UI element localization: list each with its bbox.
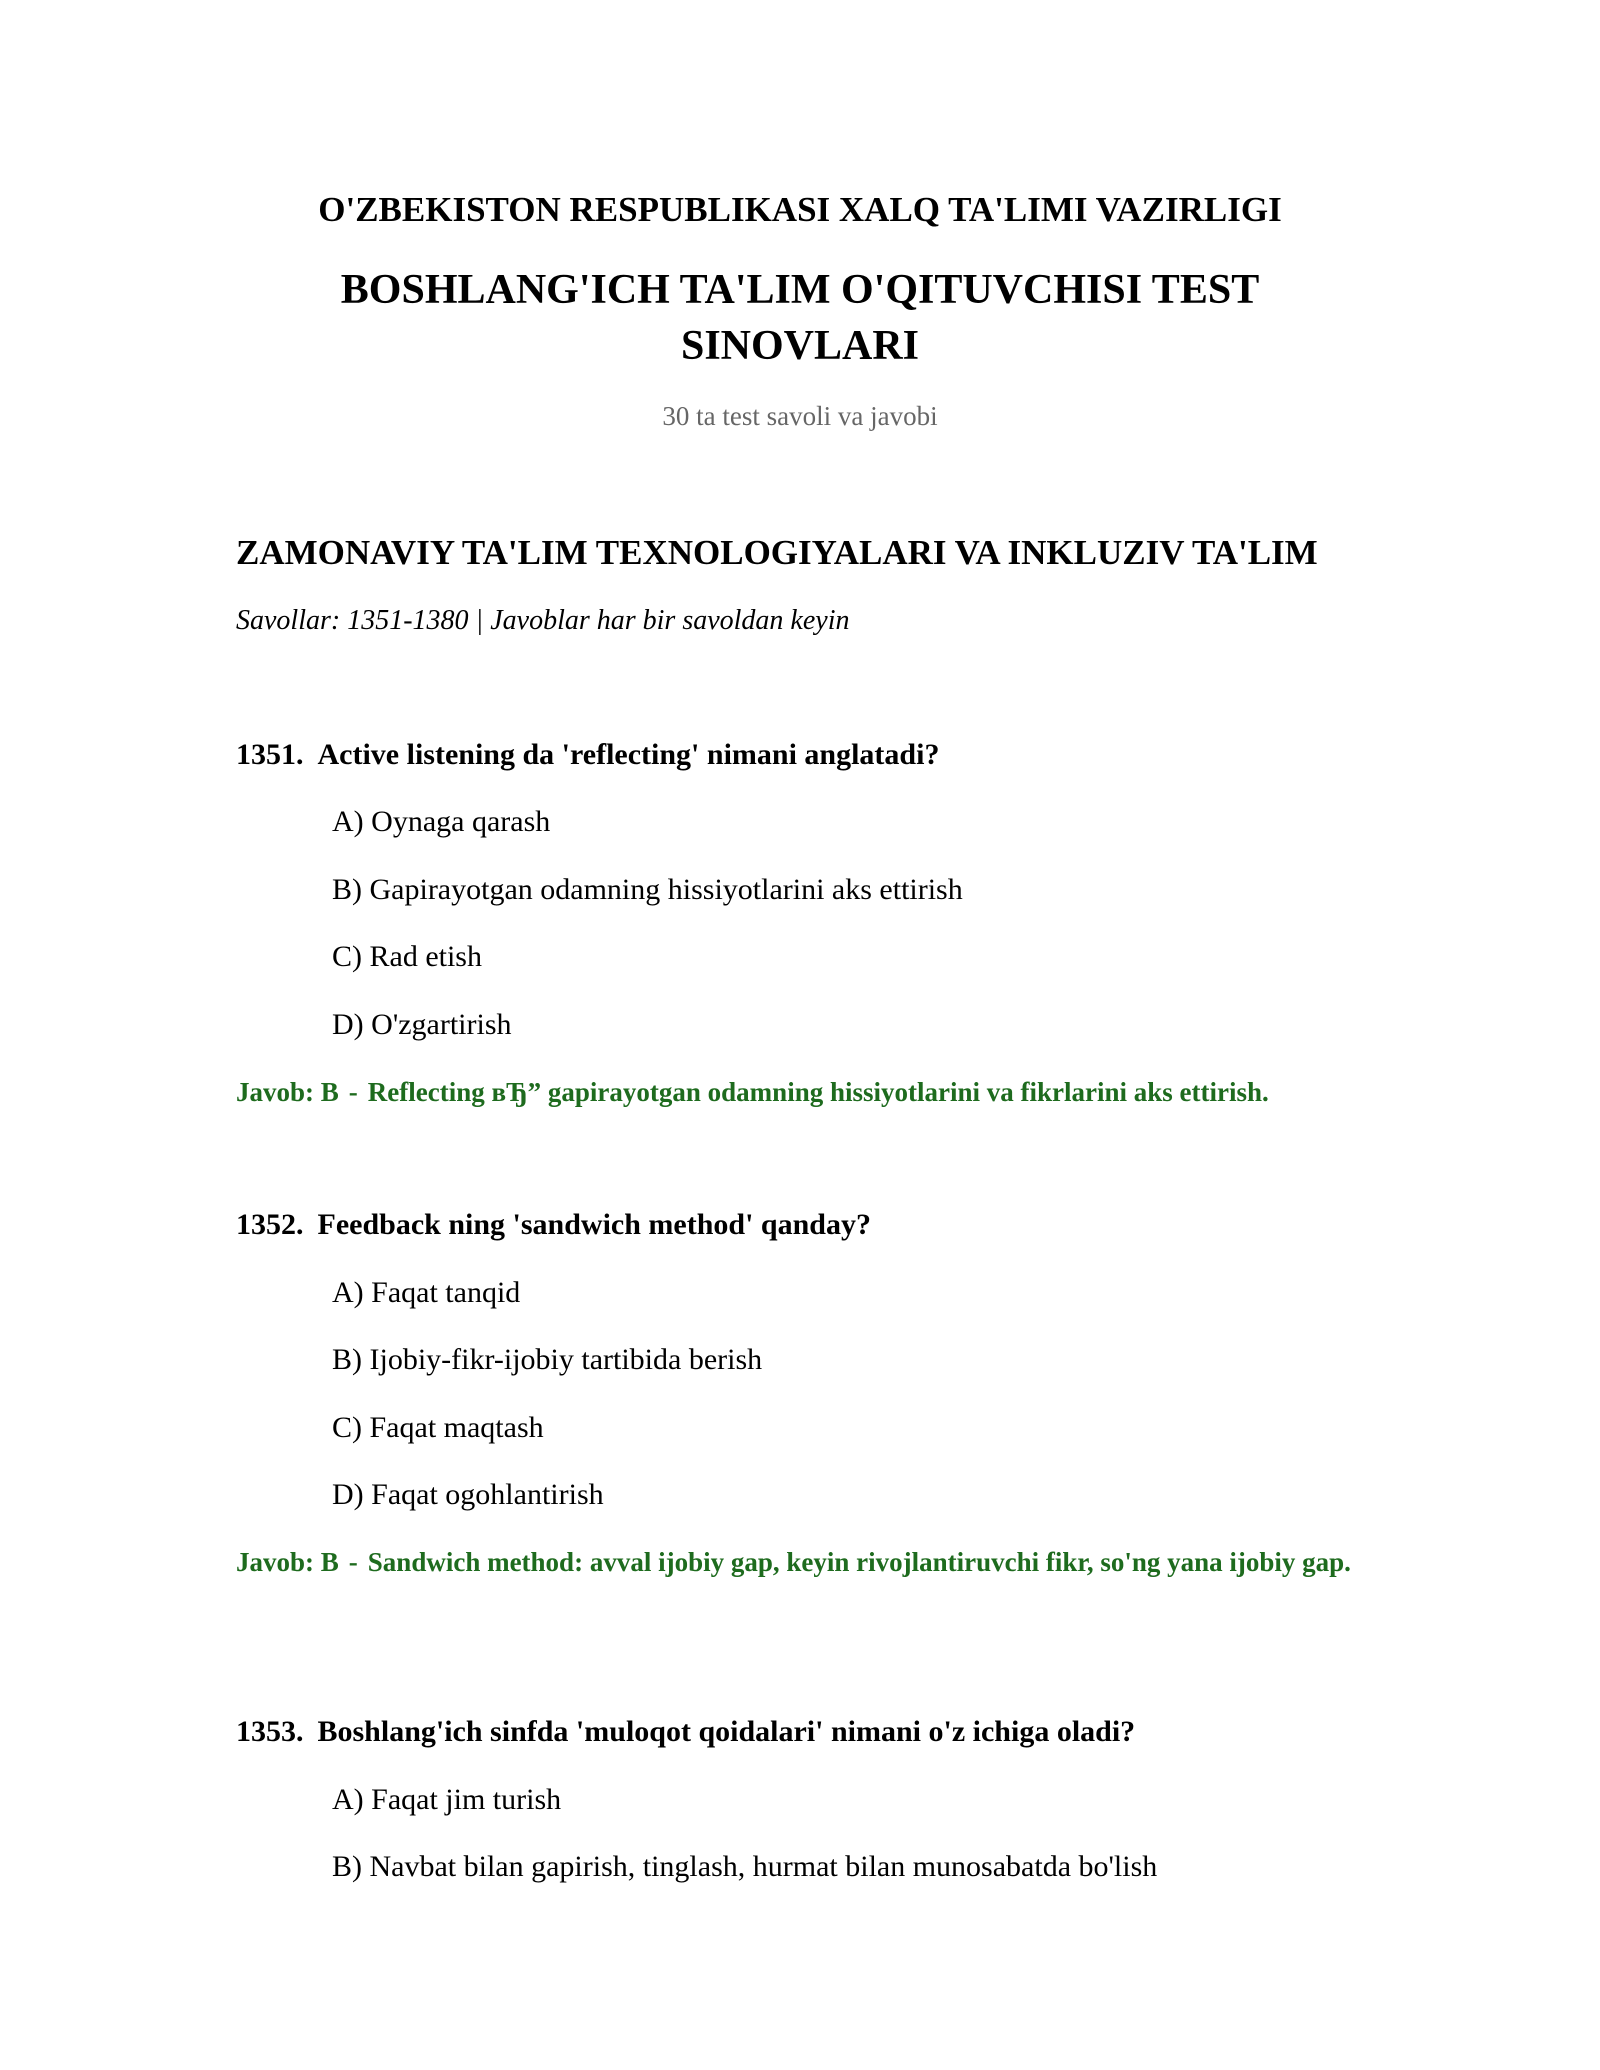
option-c: C) Rad etish	[332, 940, 482, 973]
answer-1352	[236, 1543, 1366, 1581]
question-text: Feedback ning 'sandwich method' qanday?	[317, 1208, 871, 1241]
document-title-line1: BOSHLANG'ICH TA'LIM O'QITUVCHISI TEST	[340, 267, 1260, 313]
answer-label: Javob:	[236, 1077, 315, 1107]
answer-separator: -	[348, 1547, 358, 1577]
option-d: D) O'zgartirish	[332, 1008, 512, 1041]
answer-letter: B	[320, 1547, 339, 1577]
question-number: 1353.	[236, 1715, 304, 1748]
answer-letter: B	[320, 1077, 339, 1107]
document-title	[0, 262, 1600, 374]
ministry-heading: O'ZBEKISTON RESPUBLIKASI XALQ TA'LIMI VAZIRLIGI	[318, 190, 1282, 229]
answer-separator: -	[348, 1077, 358, 1107]
question-1351	[236, 735, 939, 775]
question-text: Active listening da 'reflecting' nimani anglatadi?	[317, 738, 940, 771]
section-meta: Savollar: 1351-1380 | Javoblar har bir savoldan keyin	[236, 605, 850, 636]
option-a: A) Faqat jim turish	[332, 1783, 562, 1816]
answer-label: Javob:	[236, 1547, 315, 1577]
answer-text: Reflecting вЂ” gapirayotgan odamning hissiyotlarini va fikrlarini aks ettirish.	[367, 1077, 1269, 1107]
question-1352	[236, 1205, 871, 1245]
option-b: B) Ijobiy-fikr-ijobiy tartibida berish	[332, 1343, 763, 1376]
option-d: D) Faqat ogohlantirish	[332, 1478, 604, 1511]
option-c: C) Faqat maqtash	[332, 1411, 544, 1444]
answer-1351	[236, 1073, 1366, 1111]
question-number: 1351.	[236, 738, 304, 771]
option-b: B) Navbat bilan gapirish, tinglash, hurmat bilan munosabatda bo'lish	[332, 1850, 1158, 1883]
option-a: A) Faqat tanqid	[332, 1276, 521, 1309]
section-title: ZAMONAVIY TA'LIM TEXNOLOGIYALARI VA INKLUZIV TA'LIM	[236, 533, 1318, 572]
answer-text: Sandwich method: avval ijobiy gap, keyin rivojlantiruvchi fikr, so'ng yana ijobiy gap.	[367, 1547, 1351, 1577]
question-1353	[236, 1712, 1135, 1752]
question-number: 1352.	[236, 1208, 304, 1241]
option-a: A) Oynaga qarash	[332, 805, 551, 838]
option-b: B) Gapirayotgan odamning hissiyotlarini aks ettirish	[332, 873, 963, 906]
question-text: Boshlang'ich sinfda 'muloqot qoidalari' nimani o'z ichiga oladi?	[317, 1715, 1136, 1748]
document-subtitle: 30 ta test savoli va javobi	[662, 401, 938, 431]
document-title-line2: SINOVLARI	[680, 323, 920, 369]
